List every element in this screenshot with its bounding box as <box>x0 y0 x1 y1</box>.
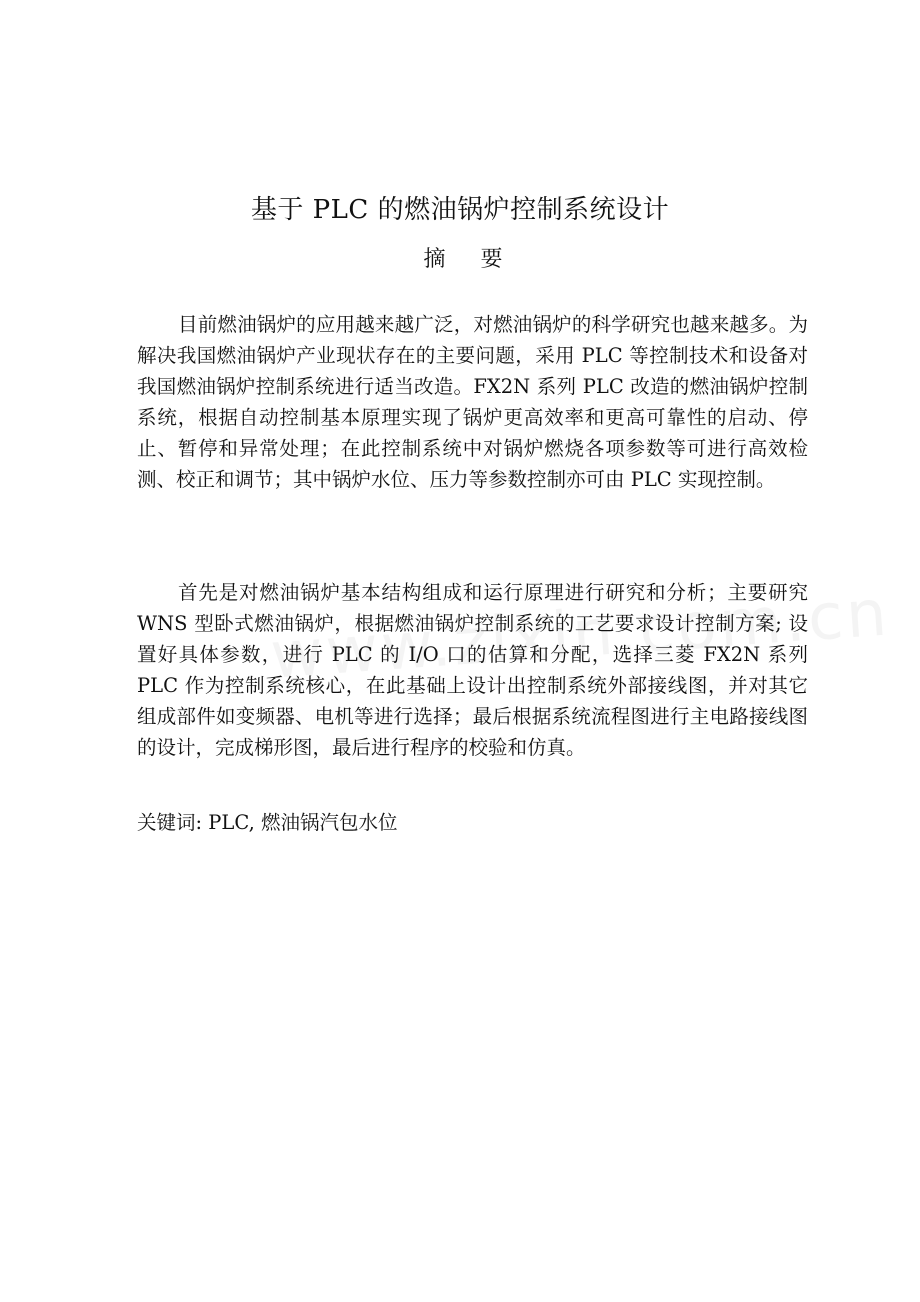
abstract-paragraph-1: 目前燃油锅炉的应用越来越广泛，对燃油锅炉的科学研究也越来越多。为解决我国燃油锅炉产业现状存在的主要问题，采用 PLC 等控制技术和设备对我国燃油锅炉控制系统进行适当改造。FX2N 系列 PLC 改造的燃油锅炉控制系统，根据自动控制基本原理实现了锅炉更高效率和更高可靠性的启动、停止、暂停和异常处理；在此控制系统中对锅炉燃烧各项参数等可进行高效检测、校正和调节；其中锅炉水位、压力等参数控制亦可由 PLC 实现控制。 <box>137 313 808 491</box>
page-title: 基于 PLC 的燃油锅炉控制系统设计 <box>250 195 670 225</box>
keywords-line: 关键词: PLC, 燃油锅汽包水位 <box>137 811 398 834</box>
abstract-heading: 摘 要 <box>423 247 517 272</box>
abstract-paragraph-2: 首先是对燃油锅炉基本结构组成和运行原理进行研究和分析；主要研究 WNS 型卧式燃油锅炉，根据燃油锅炉控制系统的工艺要求设计控制方案; 设置好具体参数，进行 PLC 的 I/O 口的估算和分配，选择三菱 FX2N 系列 PLC 作为控制系统核心，在此基础上设计出控制系统外部接线图，并对其它组成部件如变频器、电机等进行选择；最后根据系统流程图进行主电路接线图的设计，完成梯形图，最后进行程序的校验和仿真。 <box>137 581 808 759</box>
